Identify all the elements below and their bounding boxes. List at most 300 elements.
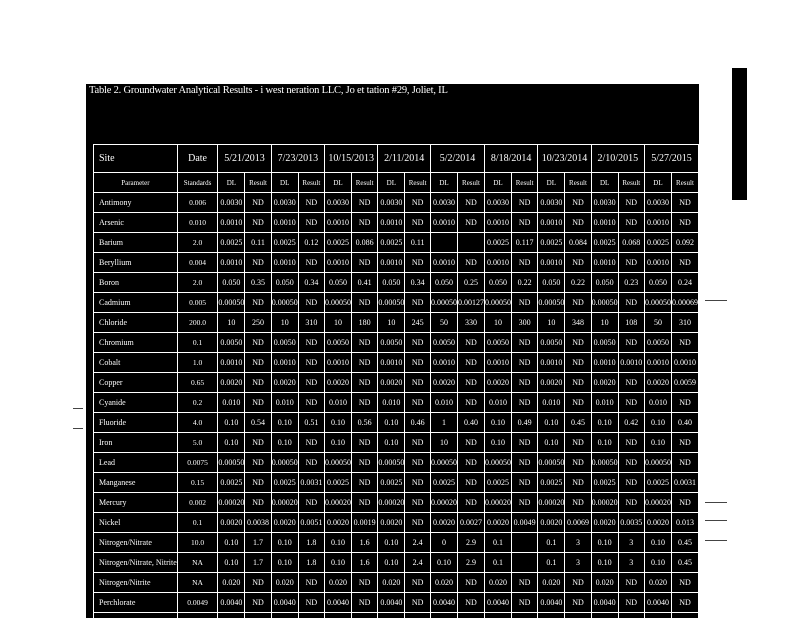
result-value: 0.35 [245,273,271,293]
result-value: ND [352,373,378,393]
result-value: 0.45 [671,533,698,553]
result-value: ND [671,493,698,513]
result-value: ND [511,193,537,213]
detection-limit: 0.0025 [538,233,565,253]
result-value: ND [352,573,378,593]
detection-limit: 0.0025 [430,613,457,633]
result-value: ND [511,393,537,413]
column-header: Result [457,173,484,193]
detection-limit: 0.0025 [325,233,352,253]
detection-limit: 0.0025 [218,473,245,493]
result-value: ND [565,333,591,353]
result-value: ND [245,193,271,213]
detection-limit: 0.10 [591,553,618,573]
result-value: ND [618,213,644,233]
detection-limit: 0.0020 [591,513,618,533]
result-value: ND [618,473,644,493]
detection-limit: 0.050 [644,273,671,293]
result-value: ND [405,193,431,213]
result-value [457,233,484,253]
detection-limit: 0.0020 [271,513,298,533]
result-value: ND [352,433,378,453]
detection-limit: 0.10 [218,433,245,453]
detection-limit: 0.0030 [484,193,511,213]
detection-limit: 0.10 [644,433,671,453]
result-value: ND [511,573,537,593]
table-row [94,453,699,473]
detection-limit: 0.0010 [591,213,618,233]
detection-limit: 0.10 [325,413,352,433]
detection-limit: 0.10 [644,553,671,573]
result-value: 0.24 [671,273,698,293]
parameter-name: Chromium [94,333,178,353]
detection-limit: 0.050 [591,273,618,293]
sample-date: 2/10/2015 [591,145,644,173]
detection-limit: 0.0025 [484,613,511,633]
detection-limit: 0.10 [591,433,618,453]
detection-limit: 0.020 [430,573,457,593]
result-value: ND [511,353,537,373]
detection-limit: 0.010 [218,393,245,413]
detection-limit: 0.0025 [591,233,618,253]
result-value: ND [565,213,591,233]
column-header: DL [430,173,457,193]
result-value: ND [298,433,324,453]
detection-limit: 0.0030 [325,193,352,213]
result-value: ND [245,433,271,453]
standard-value: 0.002 [177,493,218,513]
parameter-name: Chloride [94,313,178,333]
result-value: ND [245,293,271,313]
column-header: Result [618,173,644,193]
result-value: ND [457,373,484,393]
result-value [511,533,537,553]
detection-limit: 0.0020 [644,373,671,393]
standard-value: 0.010 [177,213,218,233]
detection-limit: 0.10 [378,533,405,553]
result-value: ND [245,473,271,493]
result-value: ND [457,453,484,473]
parameter-name: Nitrogen/Nitrate [94,533,178,553]
detection-limit: 0.0010 [591,253,618,273]
detection-limit: 0.0020 [271,373,298,393]
detection-limit: 0.010 [484,393,511,413]
detection-limit: 0.020 [644,573,671,593]
result-value: 2.4 [405,553,431,573]
result-value: 0.42 [618,413,644,433]
standard-value: 0.15 [177,473,218,493]
result-value: ND [618,453,644,473]
result-value: 1.7 [245,533,271,553]
result-value: 0.0038 [245,513,271,533]
column-header: DL [591,173,618,193]
detection-limit: 0.0050 [378,333,405,353]
result-value: ND [618,193,644,213]
standard-value: 2.0 [177,233,218,253]
detection-limit: 0.0010 [271,353,298,373]
column-header-row [94,173,699,193]
result-value: 250 [245,313,271,333]
result-value: ND [618,293,644,313]
table-title: Table 2. Groundwater Analytical Results - i west neration LLC, Jo et tation #29, Joliet, IL [89,85,448,96]
detection-limit: 0.00020 [591,493,618,513]
result-value: 0.084 [565,233,591,253]
standard-value: 0.05 [177,613,218,633]
detection-limit: 0.10 [218,413,245,433]
result-value: 0.0051 [298,513,324,533]
result-value: 0.013 [671,513,698,533]
detection-limit: 0.10 [378,413,405,433]
detection-limit: 0.0025 [378,233,405,253]
detection-limit: 0.0030 [644,193,671,213]
detection-limit: 0.020 [591,573,618,593]
detection-limit: 0.10 [325,553,352,573]
sample-date: 2/11/2014 [378,145,431,173]
detection-limit: 10 [218,313,245,333]
standard-value: NA [177,573,218,593]
detection-limit: 0.00050 [378,293,405,313]
detection-limit: 0.10 [538,433,565,453]
parameter-name: Barium [94,233,178,253]
result-value: ND [245,493,271,513]
detection-limit: 0.0010 [271,213,298,233]
table-row [94,493,699,513]
table-row [94,613,699,633]
result-value: 330 [457,313,484,333]
result-value: ND [457,573,484,593]
detection-limit: 0.0010 [325,213,352,233]
edge-tick [705,540,727,541]
result-value: ND [511,613,537,633]
detection-limit: 0.0050 [591,333,618,353]
detection-limit: 0.10 [378,433,405,453]
detection-limit: 10 [430,433,457,453]
table-row [94,373,699,393]
result-value: ND [298,353,324,373]
result-value: 0.0069 [565,513,591,533]
result-value: 0.45 [565,413,591,433]
result-value: ND [298,193,324,213]
detection-limit: 0.0040 [430,593,457,613]
result-value: 0.068 [618,233,644,253]
column-header: Result [245,173,271,193]
detection-limit: 0.0040 [644,593,671,613]
result-value: ND [618,593,644,613]
result-value: ND [352,213,378,233]
result-value [511,553,537,573]
column-header: Result [511,173,537,193]
detection-limit: 0.0010 [538,213,565,233]
detection-limit: 0.010 [644,393,671,413]
detection-limit: 0.0010 [430,353,457,373]
result-value: ND [245,253,271,273]
result-value: 0.0027 [457,513,484,533]
detection-limit: 0.00050 [538,293,565,313]
detection-limit: 0.00050 [430,453,457,473]
detection-limit: 0.0020 [430,513,457,533]
column-header: Result [298,173,324,193]
result-value: 0.46 [405,413,431,433]
result-value: ND [671,613,698,633]
detection-limit: 0.050 [271,273,298,293]
result-value: ND [457,353,484,373]
standard-value: 0.005 [177,293,218,313]
result-value: ND [618,333,644,353]
parameter-name: Lead [94,453,178,473]
result-value: ND [352,333,378,353]
detection-limit: 0.10 [484,413,511,433]
result-value: ND [352,473,378,493]
detection-limit: 0.050 [218,273,245,293]
detection-limit: 0.0030 [271,193,298,213]
detection-limit: 0.0025 [538,473,565,493]
result-value: ND [245,393,271,413]
result-value: 0.40 [671,413,698,433]
parameter-name: Nitrogen/Nitrite [94,573,178,593]
result-value: ND [511,493,537,513]
detection-limit: 0.0010 [271,253,298,273]
detection-limit: 0.0020 [644,513,671,533]
sample-date: 5/2/2014 [430,145,484,173]
column-header: DL [378,173,405,193]
detection-limit: 0.1 [484,533,511,553]
result-value: 0.0031 [298,473,324,493]
detection-limit: 0.0040 [325,593,352,613]
detection-limit: 0.020 [538,573,565,593]
result-value: ND [245,333,271,353]
detection-limit: 0.0050 [271,333,298,353]
column-header: DL [538,173,565,193]
detection-limit: 0.020 [378,573,405,593]
result-value: ND [457,253,484,273]
detection-limit: 0.1 [484,553,511,573]
detection-limit: 0.0040 [378,593,405,613]
standard-value: 0.006 [177,193,218,213]
result-value: ND [457,193,484,213]
detection-limit: 0.0020 [378,373,405,393]
detection-limit: 0.0020 [591,373,618,393]
result-value: ND [618,573,644,593]
detection-limit: 0.0025 [484,473,511,493]
result-value: ND [671,213,698,233]
result-value: ND [352,593,378,613]
parameter-name: Copper [94,373,178,393]
detection-limit: 0.010 [378,393,405,413]
detection-limit: 10 [538,313,565,333]
detection-limit: 0 [430,533,457,553]
result-value: ND [565,493,591,513]
result-value: 0.117 [511,233,537,253]
detection-limit: 0.010 [325,393,352,413]
result-value: 1.6 [352,533,378,553]
detection-limit: 0.0050 [538,333,565,353]
detection-limit: 0.0020 [430,373,457,393]
result-value: 310 [671,313,698,333]
result-value: 0.11 [405,233,431,253]
detection-limit: 0.050 [325,273,352,293]
result-value: ND [618,373,644,393]
detection-limit: 0.10 [271,433,298,453]
detection-limit: 0.0025 [378,613,405,633]
detection-limit: 0.00050 [325,453,352,473]
table-row [94,393,699,413]
result-value: 0.51 [298,413,324,433]
standard-value: 0.1 [177,513,218,533]
detection-limit: 0.0010 [644,353,671,373]
result-value: ND [352,293,378,313]
result-value: ND [405,493,431,513]
parameter-name: Nickel [94,513,178,533]
detection-limit: 0.0025 [325,473,352,493]
result-value: ND [511,593,537,613]
result-value: ND [245,213,271,233]
result-value: 0.0032 [245,613,271,633]
detection-limit: 0.00050 [644,293,671,313]
result-value: ND [405,353,431,373]
detection-limit: 0.00020 [644,493,671,513]
detection-limit: 0.0020 [484,513,511,533]
result-value: ND [565,373,591,393]
result-value: ND [352,493,378,513]
result-value: ND [298,573,324,593]
column-header: Result [405,173,431,193]
result-value: ND [298,613,324,633]
result-value: 0.0031 [671,473,698,493]
result-value: ND [245,373,271,393]
sample-date: 10/23/2014 [538,145,591,173]
detection-limit: 0.10 [218,533,245,553]
detection-limit: 0.0025 [271,613,298,633]
column-header: DL [218,173,245,193]
detection-limit: 0.0010 [484,253,511,273]
table-row [94,293,699,313]
detection-limit: 0.00050 [644,453,671,473]
result-value: ND [298,453,324,473]
detection-limit: 0.00050 [271,293,298,313]
column-header: Result [352,173,378,193]
result-value: ND [618,253,644,273]
result-value: ND [352,613,378,633]
detection-limit: 0.0010 [218,253,245,273]
detection-limit: 0.10 [325,533,352,553]
result-value: ND [405,293,431,313]
result-value: ND [352,253,378,273]
result-value: 0.0019 [352,513,378,533]
detection-limit: 0.00020 [218,493,245,513]
result-value: ND [671,573,698,593]
standard-value: 200.0 [177,313,218,333]
result-value: ND [405,213,431,233]
edge-tick [705,502,727,503]
detection-limit: 0.10 [430,553,457,573]
detection-limit: 0.10 [591,413,618,433]
result-value: ND [298,333,324,353]
detection-limit: 0.0010 [644,253,671,273]
detection-limit: 0.0050 [325,333,352,353]
detection-limit: 0.0010 [378,253,405,273]
column-header: Result [671,173,698,193]
result-value: ND [565,433,591,453]
detection-limit: 0.0020 [538,513,565,533]
result-value: ND [405,373,431,393]
result-value: ND [565,573,591,593]
detection-limit: 0.10 [538,413,565,433]
detection-limit: 0.0020 [484,373,511,393]
detection-limit: 0.0025 [271,473,298,493]
detection-limit: 0.0040 [484,593,511,613]
detection-limit: 0.10 [271,533,298,553]
detection-limit: 0.1 [538,533,565,553]
detection-limit: 0.10 [271,553,298,573]
result-value: ND [457,473,484,493]
page-edge-mark [732,68,747,200]
result-value: ND [405,393,431,413]
standard-value: 2.0 [177,273,218,293]
detection-limit: 0.0010 [484,213,511,233]
detection-limit: 0.10 [271,413,298,433]
standard-value: 1.0 [177,353,218,373]
detection-limit: 0.0020 [218,373,245,393]
result-value: 1.8 [298,553,324,573]
date-label: Date [177,145,218,173]
result-value: ND [352,353,378,373]
detection-limit: 0.0025 [218,233,245,253]
detection-limit: 50 [644,313,671,333]
result-value: ND [405,613,431,633]
detection-limit: 0.0025 [591,473,618,493]
detection-limit: 0.00050 [325,293,352,313]
result-value: 300 [511,313,537,333]
result-value: 310 [298,313,324,333]
column-header: DL [484,173,511,193]
detection-limit: 0.0010 [484,353,511,373]
result-value: ND [565,393,591,413]
standard-value: 4.0 [177,413,218,433]
edge-tick [705,300,727,301]
detection-limit: 0.0020 [218,513,245,533]
result-value: ND [405,333,431,353]
column-header: Parameter [94,173,178,193]
detection-limit: 0.00020 [325,493,352,513]
result-value: 180 [352,313,378,333]
parameter-name: Fluoride [94,413,178,433]
result-value: 1.6 [352,553,378,573]
detection-limit: 0.00050 [218,293,245,313]
result-value: ND [511,213,537,233]
detection-limit: 0.0030 [378,193,405,213]
result-value: 0.34 [298,273,324,293]
detection-limit: 0.0025 [325,613,352,633]
result-value: ND [298,293,324,313]
table-row [94,413,699,433]
result-value: 2.9 [457,533,484,553]
result-value: 3 [618,553,644,573]
parameter-name: Cadmium [94,293,178,313]
result-value: ND [565,473,591,493]
edge-tick [73,428,83,429]
detection-limit: 0.0040 [218,593,245,613]
result-value: ND [511,333,537,353]
detection-limit: 0.0025 [644,613,671,633]
sample-date: 10/15/2013 [325,145,378,173]
result-value: ND [671,433,698,453]
detection-limit: 0.00050 [218,453,245,473]
parameter-name: Iron [94,433,178,453]
result-value: 0.22 [565,273,591,293]
detection-limit: 0.00020 [271,493,298,513]
detection-limit: 0.0050 [644,333,671,353]
detection-limit: 0.00050 [591,293,618,313]
